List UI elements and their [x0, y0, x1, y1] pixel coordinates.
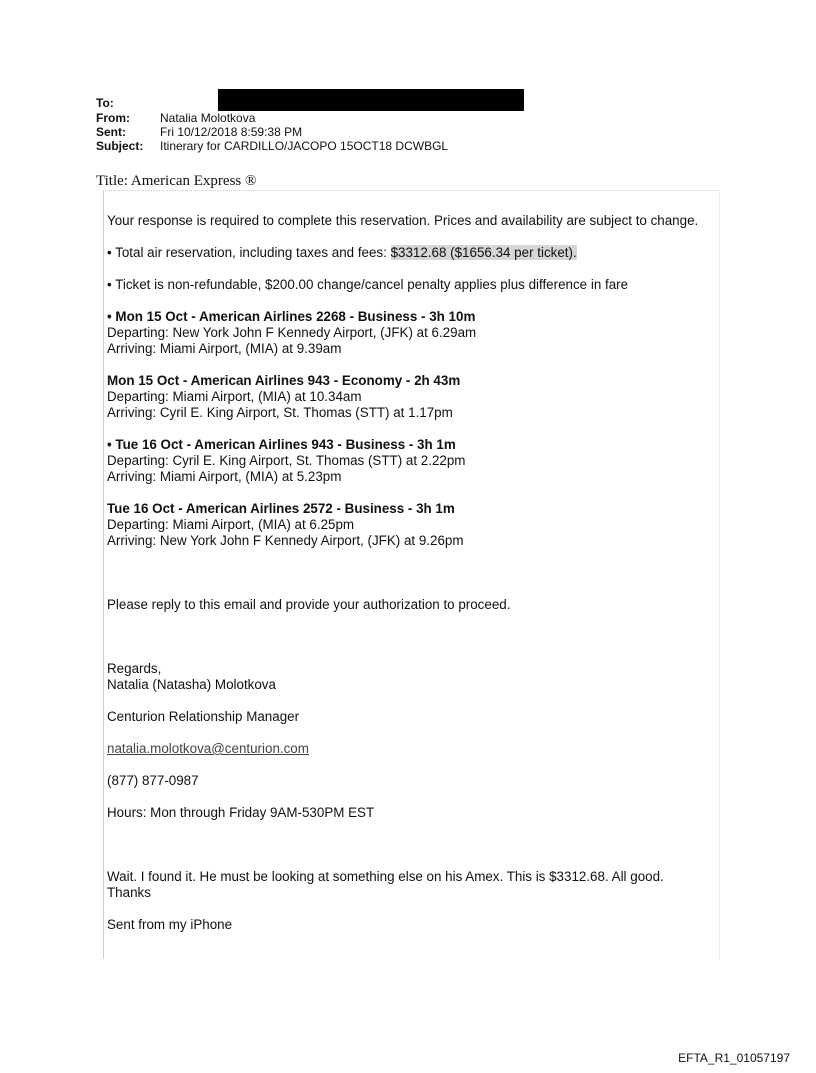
- redaction-bar: [218, 89, 524, 111]
- message-body: [107, 213, 707, 949]
- flight-depart: Departing: Cyril E. King Airport, St. Thomas (STT) at 2.22pm: [107, 453, 466, 468]
- flight-header: • Mon 15 Oct - American Airlines 2268 - Business - 3h 10m: [107, 309, 476, 324]
- flight-segment: [107, 373, 707, 421]
- signer-title: Centurion Relationship Manager: [107, 709, 300, 724]
- sent-from: Sent from my iPhone: [107, 917, 233, 932]
- flight-depart: Departing: New York John F Kennedy Airport, (JFK) at 6.29am: [107, 325, 477, 340]
- flight-segment: [107, 501, 707, 549]
- intro-text: Your response is required to complete this reservation. Prices and availability are subject to change.: [107, 213, 699, 228]
- sent-label: Sent:: [96, 125, 126, 139]
- reply-message: [107, 869, 707, 901]
- flight-depart: Departing: Miami Airport, (MIA) at 6.25pm: [107, 517, 355, 532]
- flight-depart: Departing: Miami Airport, (MIA) at 10.34am: [107, 389, 362, 404]
- email-header: [96, 96, 524, 153]
- flight-arrive: Arriving: Miami Airport, (MIA) at 9.39am: [107, 341, 342, 356]
- flight-segment: [107, 437, 707, 485]
- flight-header: • Tue 16 Oct - American Airlines 943 - Business - 3h 1m: [107, 437, 456, 452]
- thanks: Thanks: [107, 885, 151, 900]
- sent-row: [96, 125, 524, 139]
- document-title: Title: American Express ®: [96, 173, 257, 189]
- sent-value: Fri 10/12/2018 8:59:38 PM: [160, 125, 303, 139]
- from-label: From:: [96, 111, 130, 125]
- phone: (877) 877-0987: [107, 773, 199, 788]
- flight-arrive: Arriving: Miami Airport, (MIA) at 5.23pm: [107, 469, 342, 484]
- to-row: [96, 96, 524, 111]
- flight-header: Tue 16 Oct - American Airlines 2572 - Business - 3h 1m: [107, 501, 455, 516]
- signer-name: Natalia (Natasha) Molotkova: [107, 677, 276, 692]
- document-id: EFTA_R1_01057197: [678, 1051, 790, 1065]
- flight-arrive: Arriving: New York John F Kennedy Airport, (JFK) at 9.26pm: [107, 533, 464, 548]
- signer-email-link[interactable]: natalia.molotkova@centurion.com: [107, 741, 309, 756]
- total-prefix: • Total air reservation, including taxes and fees:: [107, 245, 391, 260]
- from-value: Natalia Molotkova: [160, 111, 256, 125]
- reply-text: Wait. I found it. He must be looking at something else on his Amex. This is $3312.68. All good.: [107, 869, 664, 884]
- flight-segment: [107, 309, 707, 357]
- flight-header: Mon 15 Oct - American Airlines 943 - Economy - 2h 43m: [107, 373, 461, 388]
- reply-request: Please reply to this email and provide your authorization to proceed.: [107, 597, 511, 612]
- flight-arrive: Arriving: Cyril E. King Airport, St. Thomas (STT) at 1.17pm: [107, 405, 453, 420]
- from-row: [96, 111, 524, 125]
- hours: Hours: Mon through Friday 9AM-530PM EST: [107, 805, 375, 820]
- regards: Regards,: [107, 661, 162, 676]
- ticket-note: • Ticket is non-refundable, $200.00 change/cancel penalty applies plus difference in fare: [107, 277, 629, 292]
- to-label: To:: [96, 96, 114, 110]
- signature-block: [107, 661, 707, 693]
- total-line: [107, 245, 707, 261]
- subject-row: [96, 139, 524, 153]
- subject-label: Subject:: [96, 139, 144, 153]
- subject-value: Itinerary for CARDILLO/JACOPO 15OCT18 DCWBGL: [160, 139, 449, 153]
- total-amount: $3312.68 ($1656.34 per ticket).: [390, 245, 577, 260]
